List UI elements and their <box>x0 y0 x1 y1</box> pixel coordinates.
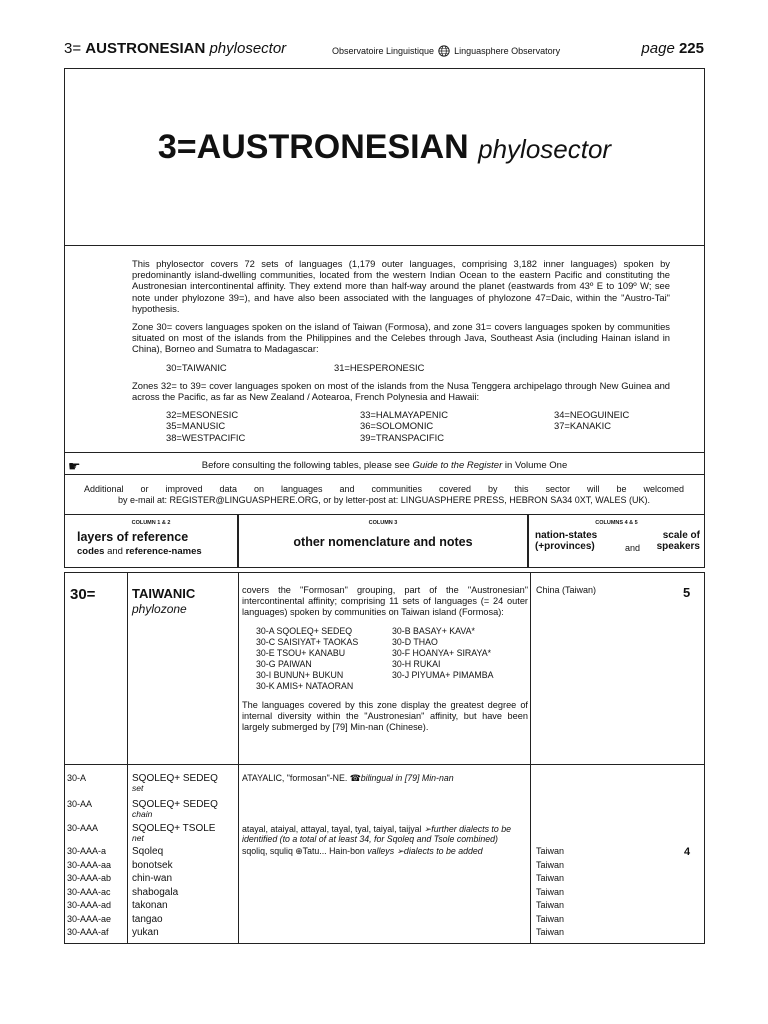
running-header-left <box>64 40 286 57</box>
row-code: 30-AAA-ac <box>67 887 111 897</box>
row-country: Taiwan <box>536 887 565 897</box>
nation-states-label: nation-states (+provinces) <box>535 530 598 552</box>
set-item: 30-E TSOU+ KANABU <box>256 648 346 658</box>
row-note: sqoliq, squliq ⊕Tatu... Hain-bon valleys ➢dialects to be added <box>242 846 483 856</box>
zone-item: 32=MESONESIC <box>166 409 239 421</box>
header-observatoire: Observatoire Linguistique <box>332 46 435 56</box>
row-note: ATAYALIC, "formosan"-NE. ☎bilingual in [79] Min-nan <box>242 773 454 783</box>
intro-paragraph-2: Zone 30= covers languages spoken on the island of Taiwan (Formosa), and zone 31= covers languages spoken by communities situated on most of the islands from the Philippines and the Celebes through Java, Southeast Asia (including Hainan island in China), Borneo and Sumatra to Madagascar: <box>132 321 670 355</box>
additional-note <box>84 484 684 506</box>
row-name: shabogala <box>132 887 179 898</box>
telephone-icon: ☎ <box>349 773 361 783</box>
row-code: 30-AAA-ae <box>67 914 112 924</box>
row-code: 30-AAA-a <box>67 846 107 856</box>
row-code: 30-AAA-ad <box>67 900 112 910</box>
zone-list-a <box>166 362 670 373</box>
column-subtitle <box>77 546 202 557</box>
header-code: 3= <box>64 40 82 57</box>
zone-item: 33=HALMAYAPENIC <box>360 409 448 421</box>
row-name: SQOLEQ+ SEDEQ set <box>132 773 218 793</box>
page-number: 225 <box>678 40 704 57</box>
zone-item: 36=SOLOMONIC <box>360 420 434 432</box>
consult-after: in Volume One <box>502 460 568 471</box>
set-item: 30-G PAIWAN <box>256 659 312 669</box>
column-tag: COLUMNS 4 & 5 <box>595 520 638 526</box>
zone-item: 35=MANUSIC <box>166 420 226 432</box>
column-header-1-2 <box>64 514 238 568</box>
column-tag: COLUMN 3 <box>368 520 398 526</box>
intro-paragraph-3: Zones 32= to 39= cover languages spoken on most of the islands from the Nusa Tenggera archipelago through New Guinea and across the Pacific, as far as New Zealand / Aotearoa, French Polynesia and Hawaii: <box>132 379 670 403</box>
intro-text <box>132 258 670 450</box>
zone-name: TAIWANIC <box>132 586 196 601</box>
set-item: 30-K AMIS+ NATAORAN <box>256 681 354 691</box>
title-main: 3=AUSTRONESIAN <box>157 128 469 166</box>
row-name: yukan <box>132 927 159 938</box>
zone-description <box>242 585 528 741</box>
header-observatory: Linguasphere Observatory <box>454 46 561 56</box>
header-type: phylosector <box>209 40 287 57</box>
row-code: 30-AAA-ab <box>67 873 112 883</box>
zone-item: 31=HESPERONESIC <box>334 361 425 373</box>
column-divider <box>530 572 531 944</box>
page-label: page <box>641 40 675 57</box>
page-title <box>64 128 705 167</box>
zone-item: 39=TRANSPACIFIC <box>360 431 444 443</box>
reference-names-label: reference-names <box>125 546 202 557</box>
running-header-center <box>332 45 560 57</box>
column-title: layers of reference <box>77 530 189 544</box>
column-header-4-5 <box>528 514 705 568</box>
zone-desc-2: The languages covered by this zone display the greatest degree of internal diversity within the "Austronesian" affinity, but have been largely submerged by [79] Min-nan (Chinese). <box>242 700 528 732</box>
scale-label: scale of speakers <box>656 530 700 552</box>
set-item: 30-H RUKAI <box>392 659 441 669</box>
row-note: atayal, ataiyal, attayal, tayal, tyal, taiyal, taijyal ➢further dialects to be identified (to a total of at least 34, for Sqoleq and Tsole combined) <box>242 824 511 844</box>
zone-type: phylozone <box>132 602 187 616</box>
zone-scale: 5 <box>683 585 691 600</box>
set-list <box>256 626 528 692</box>
row-country: Taiwan <box>536 873 565 883</box>
column-header-3 <box>238 514 528 568</box>
column-tag: COLUMN 1 & 2 <box>131 520 171 526</box>
zone-list-b <box>166 409 670 443</box>
pointing-hand-icon: ☛ <box>68 458 81 474</box>
row-country: Taiwan <box>536 927 565 937</box>
row-code: 30-AAA-af <box>67 927 109 937</box>
row-code: 30-AAA <box>67 823 99 833</box>
row-name: takonan <box>132 900 168 911</box>
column-divider <box>127 572 128 944</box>
set-item: 30-A SQOLEQ+ SEDEQ <box>256 626 353 636</box>
column-title: other nomenclature and notes <box>293 535 473 549</box>
set-item: 30-F HOANYA+ SIRAYA* <box>392 648 491 658</box>
running-header-right <box>641 40 704 57</box>
globe-icon <box>438 45 450 57</box>
row-name: chin-wan <box>132 873 173 884</box>
additional-line-1: Additional or improved data on languages and communities covered by this sector will be welcomed <box>84 484 684 494</box>
row-code: 30-AA <box>67 799 93 809</box>
column-divider <box>238 572 239 944</box>
row-name: bonotsek <box>132 860 173 871</box>
title-sub: phylosector <box>478 134 612 164</box>
row-country: Taiwan <box>536 914 565 924</box>
consult-before: Before consulting the following tables, please see <box>201 460 413 471</box>
row-name: Sqoleq <box>132 846 164 857</box>
zone-desc-1: covers the "Formosan" grouping, part of the "Austronesian" intercontinental affinity; comprising 11 sets of languages (= 24 outer languages) spoken by communities on Taiwan island (Formosa): <box>242 585 528 617</box>
consult-guide: Guide to the Register <box>412 460 503 471</box>
set-item: 30-D THAO <box>392 637 438 647</box>
and-label: and <box>107 546 123 557</box>
zone-country: China (Taiwan) <box>536 585 597 595</box>
set-item: 30-C SAISIYAT+ TAOKAS <box>256 637 359 647</box>
consult-note <box>64 460 705 471</box>
row-name: SQOLEQ+ TSOLE net <box>132 823 216 843</box>
zone-item: 34=NEOGUINEIC <box>554 409 630 421</box>
row-code: 30-AAA-aa <box>67 860 112 870</box>
header-name: AUSTRONESIAN <box>85 40 206 57</box>
set-item: 30-B BASAY+ KAVA* <box>392 626 475 636</box>
set-item: 30-I BUNUN+ BUKUN <box>256 670 344 680</box>
zone-item: 38=WESTPACIFIC <box>166 431 246 443</box>
zone-item: 37=KANAKIC <box>554 420 612 432</box>
set-item: 30-J PIYUMA+ PIMAMBA <box>392 670 494 680</box>
row-country: Taiwan <box>536 846 565 856</box>
row-name: SQOLEQ+ SEDEQ chain <box>132 799 218 819</box>
additional-line-2: by e-mail at: REGISTER@LINGUASPHERE.ORG, or by letter-post at: LINGUASPHERE PRESS, HEBRON SA34 0XT, WALES (UK). <box>118 495 650 505</box>
zone-divider <box>64 764 705 765</box>
codes-label: codes <box>77 546 105 557</box>
zone-item: 30=TAIWANIC <box>166 361 227 373</box>
row-country: Taiwan <box>536 860 565 870</box>
row-scale: 4 <box>684 846 691 858</box>
zone-code: 30= <box>70 586 96 603</box>
row-name: tangao <box>132 914 163 925</box>
intro-paragraph-1: This phylosector covers 72 sets of languages (1,179 outer languages, comprising 3,182 inner languages) spoken by predominantly island-dwelling communities, located from the western Indian Ocean to the eastern Pacific and constituting the Austronesian intercontinental affinity. They extend more than half-way around the planet (eastwards from 43º E to 109º W; see note under phylozone 39=), and have also been associated with the languages of phylozone 47=Daic, within the "Austro-Tai" hypothesis. <box>132 258 670 314</box>
row-code: 30-A <box>67 773 87 783</box>
and-label: and <box>625 543 641 553</box>
row-country: Taiwan <box>536 900 565 910</box>
